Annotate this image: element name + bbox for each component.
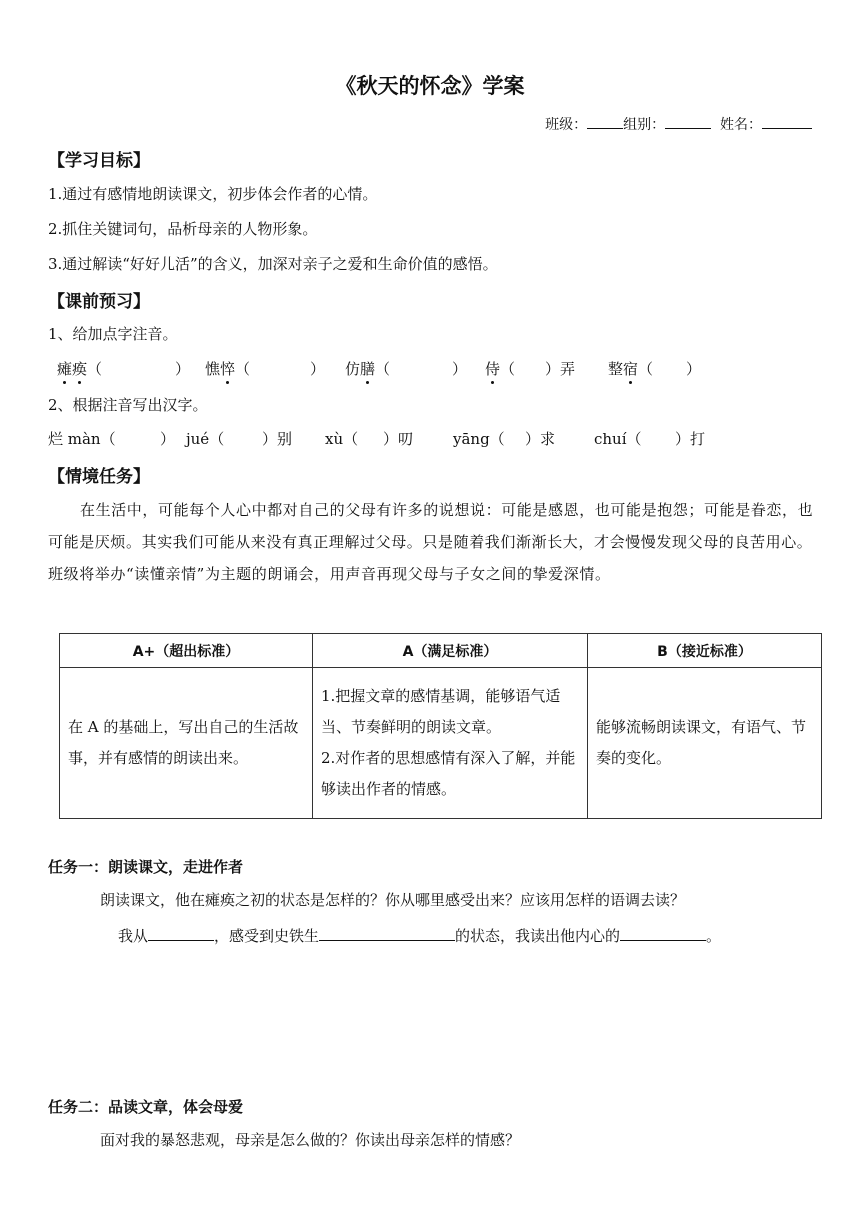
hanzi-close: ）打 xyxy=(675,430,706,448)
hanzi-close: ） xyxy=(160,430,176,448)
goal-item: 2.抓住关键词句，品析母亲的人物形象。 xyxy=(48,220,318,238)
task1-blank-source[interactable] xyxy=(148,926,214,941)
hanzi-close: ）叨 xyxy=(383,430,414,448)
preview-question-2: 2、根据注音写出汉字。 xyxy=(48,396,208,414)
pinyin-item-fangshan: 仿膳（ xyxy=(345,360,391,378)
class-label: 班级： xyxy=(545,117,588,133)
pinyin-close-paren: ） xyxy=(310,360,326,378)
preview-heading: 【课前预习】 xyxy=(48,292,150,312)
hanzi-item-man: 烂 màn（ xyxy=(48,430,116,448)
pinyin-close-paren: ） xyxy=(452,360,468,378)
student-info xyxy=(545,114,812,134)
hanzi-item-chui: chuí（ xyxy=(594,430,642,448)
hanzi-close: ）求 xyxy=(525,430,556,448)
task1-fill-line: 我从 ，感受到史铁生 的状态，我读出他内心的 。 xyxy=(118,927,722,945)
pinyin-close-paren: ） xyxy=(175,360,191,378)
group-blank[interactable] xyxy=(665,114,711,129)
rubric-table xyxy=(59,633,822,819)
task1-blank-state[interactable] xyxy=(319,926,455,941)
name-label: 姓名： xyxy=(720,117,762,133)
pinyin-close-paren: ） xyxy=(686,360,702,378)
rubric-cell-a: 1.把握文章的感情基调，能够语气适当、节奏鲜明的朗读文章。 2.对作者的思想感情有深入了解，并能够读出作者的情感。 xyxy=(313,668,588,819)
pinyin-item-zhengxiu: 整宿（ xyxy=(608,360,654,378)
scenario-heading: 【情境任务】 xyxy=(48,467,150,487)
rubric-header-aplus: A+（超出标准） xyxy=(60,634,313,668)
rubric-cell-b: 能够流畅朗读课文，有语气、节奏的变化。 xyxy=(588,668,822,819)
pinyin-item-tanhuan: 瘫痪（ xyxy=(57,360,103,378)
preview-question-1: 1、给加点字注音。 xyxy=(48,325,178,343)
hanzi-item-xu: xù（ xyxy=(325,430,359,448)
scenario-paragraph: 在生活中，可能每个人心中都对自己的父母有许多的说想说：可能是感恩，也可能是抱怨；可能是眷恋，也可能是厌烦。其实我们可能从来没有真正理解过父母。只是随着我们渐渐长大，才会慢慢发现父母的良苦用心。班级将举办“读懂亲情”为主题的朗诵会，用声音再现父母与子女之间的挚爱深情。 xyxy=(48,501,814,583)
pinyin-close-paren: ）弄 xyxy=(545,360,576,378)
rubric-header-b: B（接近标准） xyxy=(588,634,822,668)
goals-heading: 【学习目标】 xyxy=(48,151,150,171)
task1-heading: 任务一：朗读课文，走进作者 xyxy=(48,858,244,876)
task2-heading: 任务二：品读文章，体会母爱 xyxy=(48,1098,244,1116)
task2-question: 面对我的暴怒悲观，母亲是怎么做的？你读出母亲怎样的情感？ xyxy=(100,1131,521,1149)
hanzi-item-yang: yāng（ xyxy=(453,430,505,448)
pinyin-item-qiaocui: 憔悴（ xyxy=(205,360,251,378)
page-title: 《秋天的怀念》学案 xyxy=(335,74,525,98)
hanzi-item-jue: jué（ xyxy=(186,430,225,448)
goal-item: 1.通过有感情地朗读课文，初步体会作者的心情。 xyxy=(48,185,378,203)
class-blank[interactable] xyxy=(587,114,623,129)
hanzi-close: ）别 xyxy=(262,430,293,448)
rubric-header-a: A（满足标准） xyxy=(313,634,588,668)
group-label: 组别： xyxy=(623,117,666,133)
rubric-cell-aplus: 在 A 的基础上，写出自己的生活故事，并有感情的朗读出来。 xyxy=(60,668,313,819)
goal-item: 3.通过解读“好好儿活”的含义，加深对亲子之爱和生命价值的感悟。 xyxy=(48,255,498,273)
name-blank[interactable] xyxy=(762,114,812,129)
pinyin-item-shi: 侍（ xyxy=(485,360,516,378)
task1-blank-feeling[interactable] xyxy=(620,926,706,941)
task1-question: 朗读课文，他在瘫痪之初的状态是怎样的？你从哪里感受出来？应该用怎样的语调去读？ xyxy=(100,891,686,909)
